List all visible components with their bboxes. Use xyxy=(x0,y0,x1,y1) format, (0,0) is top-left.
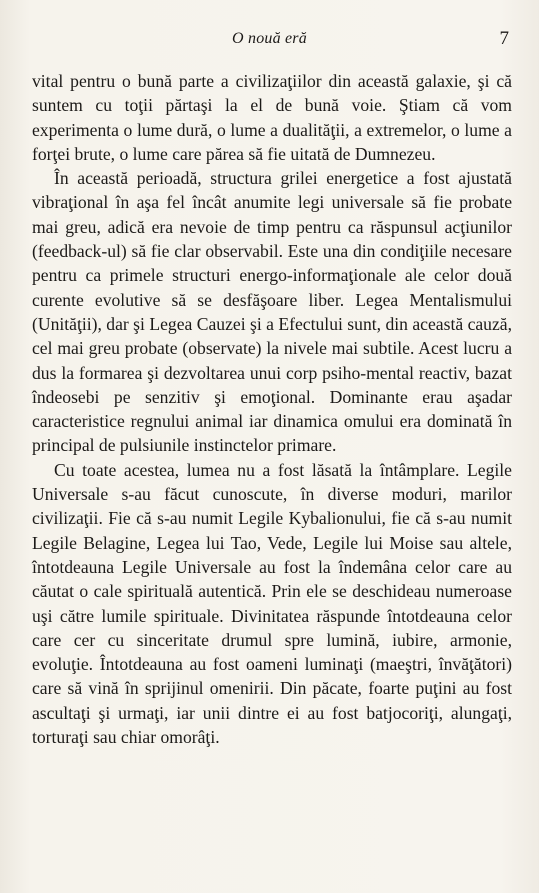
paragraph: Cu toate acestea, lumea nu a fost lăsată la întâmplare. Legile Universale s-au făcut cunoscute, în diverse moduri, marilor civilizaţii. Fie că s-au numit Legile Kybalionului, fie că s-au numit Legile Belagine, Legea lui Tao, Vede, Legile lui Moise sau altele, întotdeauna Legile Universale au fost la îndemâna celor care au căutat o cale spirituală autentică. Prin ele se deschideau numeroase uşi către lumile spirituale. Divinitatea răspunde întotdeauna celor care cer cu sinceritate drumul spre lumină, iubire, armonie, evoluţie. Întotdeauna au fost oameni luminaţi (maeştri, învăţători) care să vină în sprijinul omenirii. Din păcate, foarte puţini au fost ascultaţi şi urmaţi, iar unii dintre ei au fost batjocoriţi, alungaţi, torturaţi sau chiar omorâţi. xyxy=(32,459,512,748)
running-header xyxy=(0,28,539,52)
paragraph: În această perioadă, structura grilei energetice a fost ajustată vibraţional în aşa fel încât anumite legi universale să fie probate mai greu, adică era nevoie de timp pentru ca răspunsul acţiunilor (feedback-ul) să fie clar observabil. Este una din condiţiile necesare pentru ca primele structuri energo-informaţionale ale celor două curente evolutive să se desfăşoare liber. Legea Mentalismului (Unităţii), dar şi Legea Cauzei şi a Efectului sunt, din această cauză, cel mai greu probate (observate) la nivele mai subtile. Acest lucru a dus la formarea şi dezvoltarea unui corp psiho-mental reactiv, bazat îndeosebi pe senzitiv şi emoţional. Dominante erau aşadar caracteristice regnului animal iar dinamica omului era dominată în principal de pulsiunile instinctelor primare. xyxy=(32,168,512,456)
chapter-title: O nouă eră xyxy=(232,30,307,47)
page-number: 7 xyxy=(499,28,509,49)
paragraph-continued: vital pentru o bună parte a civilizaţiilor din această galaxie, şi că suntem cu toţii părtaşi la el de bună voie. Ştiam că vom experimenta o lume dură, o lume a dualităţii, a extremelor, o lume a forţei brute, o lume care părea să fie uitată de Dumnezeu. xyxy=(32,71,512,164)
body-text xyxy=(32,69,512,749)
